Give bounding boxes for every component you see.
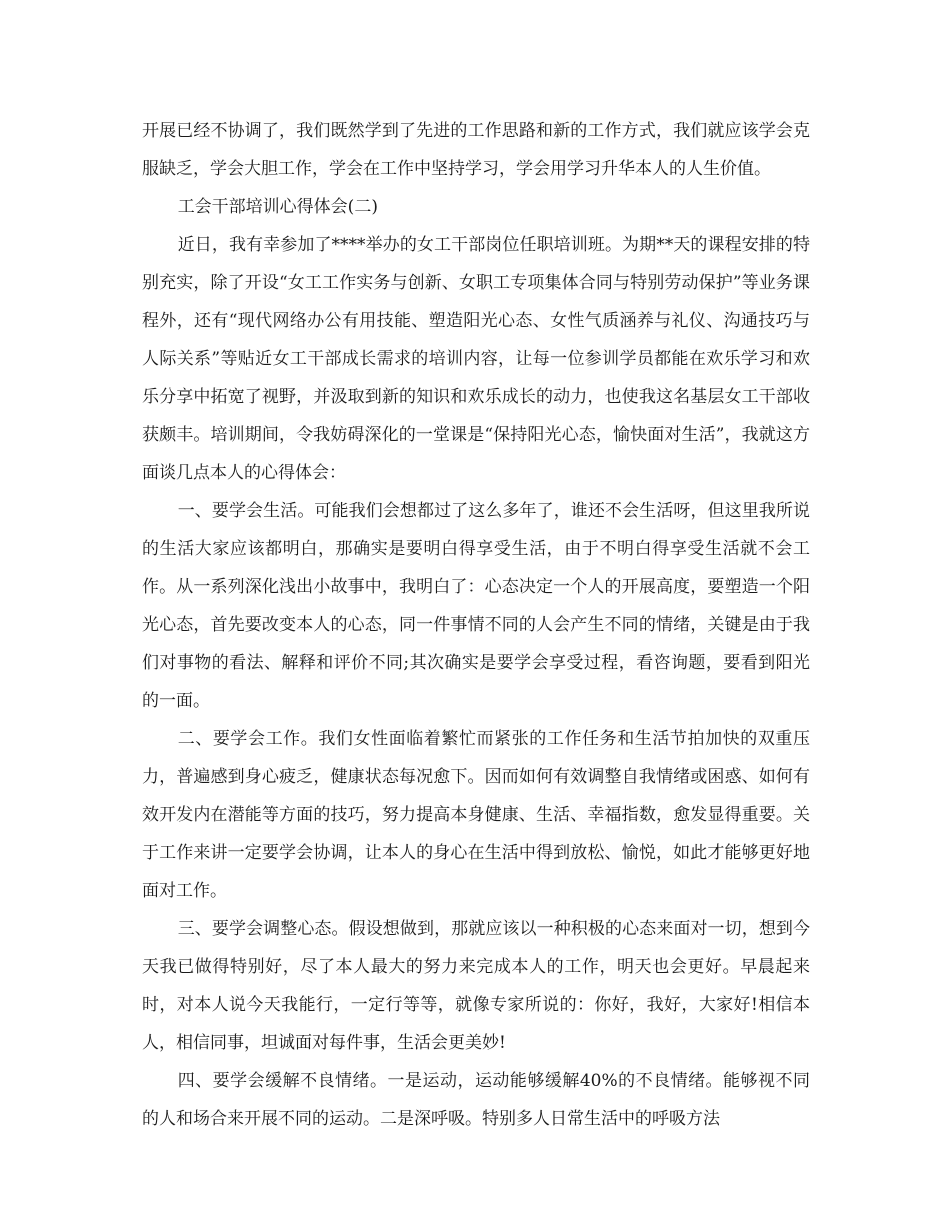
paragraph-point-1: 一、要学会生活。可能我们会想都过了这么多年了，谁还不会生活呀，但这里我所说的生活大家应该都明白，那确实是要明白得享受生活，由于不明白得享受生活就不会工作。从一系列深化浅出小故事中，我明白了：心态决定一个人的开展高度，要塑造一个阳光心态，首先要改变本人的心态，同一件事情不同的人会产生不同的情绪，关键是由于我们对事物的看法、解释和评价不同;其次确实是要学会享受过程，看咨询题，要看到阳光的一面。: [142, 501, 810, 711]
section-heading: 工会干部培训心得体会(二): [177, 197, 378, 217]
paragraph-continuation: 开展已经不协调了，我们既然学到了先进的工作思路和新的工作方式，我们就应该学会克服缺乏，学会大胆工作，学会在工作中坚持学习，学会用学习升华本人的人生价值。: [142, 121, 810, 179]
paragraph-point-3: 三、要学会调整心态。假设想做到，那就应该以一种积极的心态来面对一切，想到今天我已做得特别好，尽了本人最大的努力来完成本人的工作，明天也会更好。早晨起来时，对本人说今天我能行，一定行等等，就像专家所说的：你好，我好，大家好!相信本人，相信同事，坦诚面对每件事，生活会更美妙!: [142, 919, 810, 1053]
document-body: [142, 112, 810, 1138]
paragraph-intro: 近日，我有幸参加了****举办的女工干部岗位任职培训班。为期**天的课程安排的特别充实，除了开设“女工工作实务与创新、女职工专项集体合同与特别劳动保护”等业务课程外，还有“现代网络办公有用技能、塑造阳光心态、女性气质涵养与礼仪、沟通技巧与人际关系”等贴近女工干部成长需求的培训内容，让每一位参训学员都能在欢乐学习和欢乐分享中拓宽了视野，并汲取到新的知识和欢乐成长的动力，也使我这名基层女工干部收获颇丰。培训期间，令我妨碍深化的一堂课是“保持阳光心态，愉快面对生活”，我就这方面谈几点本人的心得体会：: [142, 235, 810, 483]
paragraph-point-4: 四、要学会缓解不良情绪。一是运动，运动能够缓解40%的不良情绪。能够视不同的人和场合来开展不同的运动。二是深呼吸。特别多人日常生活中的呼吸方法: [142, 1071, 810, 1129]
paragraph-point-2: 二、要学会工作。我们女性面临着繁忙而紧张的工作任务和生活节拍加快的双重压力，普遍感到身心疲乏，健康状态每况愈下。因而如何有效调整自我情绪或困惑、如何有效开发内在潜能等方面的技巧，努力提高本身健康、生活、幸福指数，愈发显得重要。关于工作来讲一定要学会协调，让本人的身心在生活中得到放松、愉悦，如此才能够更好地面对工作。: [142, 729, 810, 901]
